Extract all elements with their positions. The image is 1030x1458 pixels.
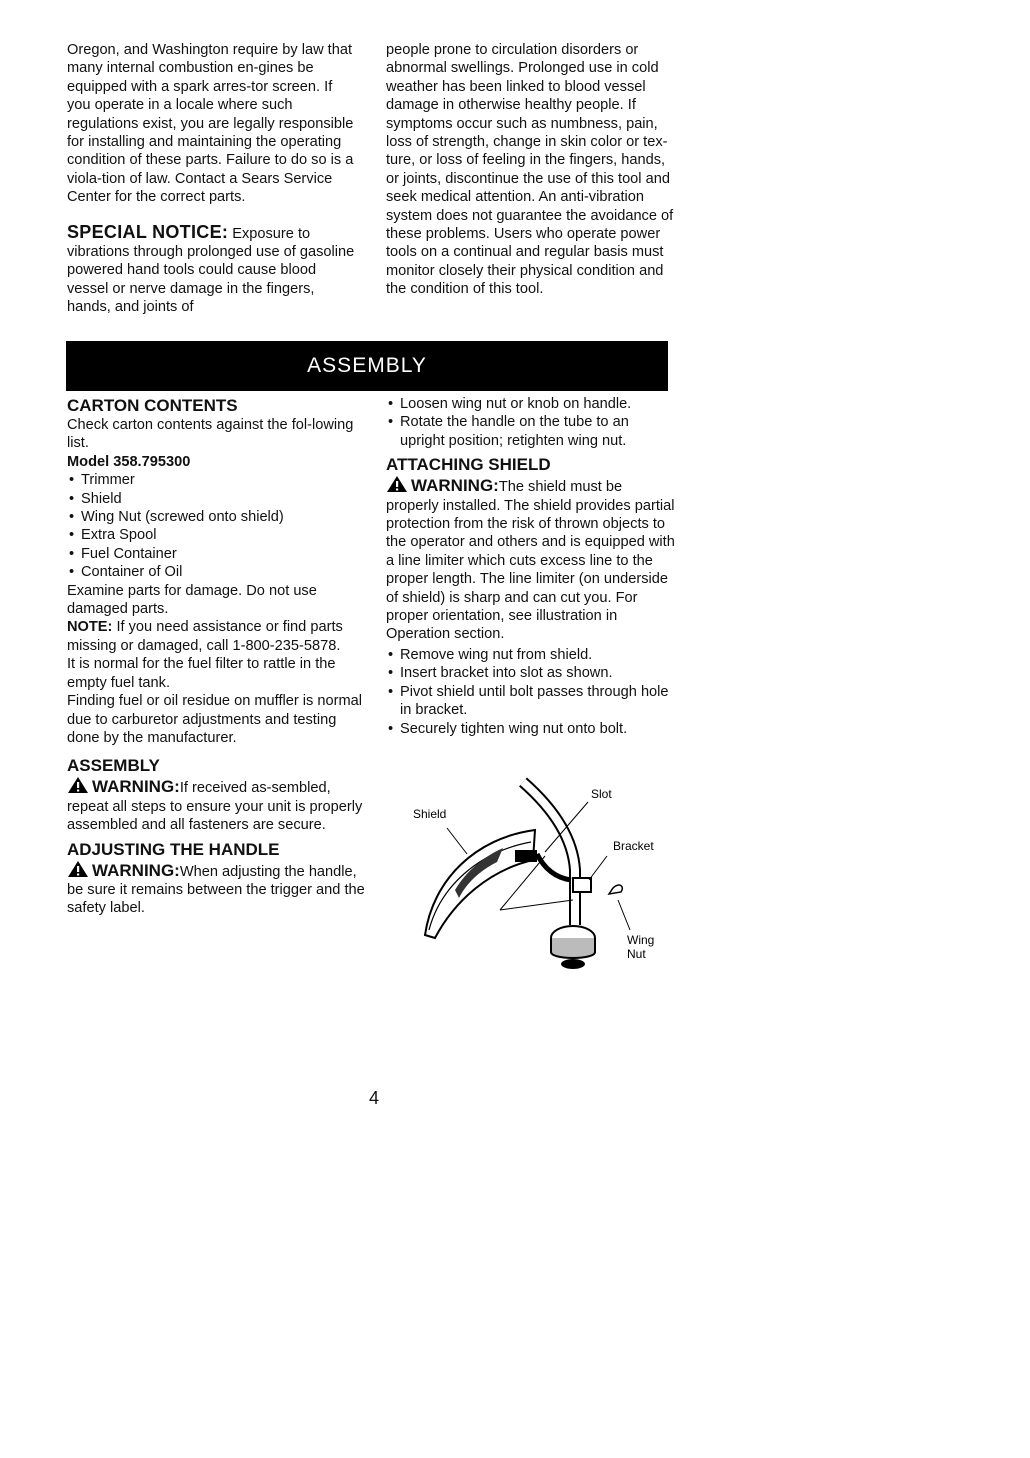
- model-number: Model 358.795300: [67, 453, 191, 470]
- warning-text: The shield must be properly installed. The shield provides partial protection from the risk of thrown objects to the operator and others and is equipped with a line limiter which cuts excess line to the proper length. The line limiter (on underside of shield) is sharp and can cut you. For proper orientation, see illustration in Operation section.: [386, 479, 675, 643]
- residue-text: Finding fuel or oil residue on muffler is normal due to carburetor adjustments and testing done by the manufacturer.: [67, 693, 362, 746]
- warning-icon: [67, 860, 89, 878]
- list-item: • Wing Nut (screwed onto shield): [67, 508, 367, 526]
- carton-items-list: [67, 471, 367, 581]
- list-item: • Container of Oil: [67, 563, 367, 581]
- handle-warning: [67, 860, 367, 918]
- vibration-paragraph: people prone to circulation disorders or abnormal swellings. Prolonged use in cold weather has been linked to blood vessel damage in otherwise healthy people. If symptoms occur such as numbness, pain, loss of strength, change in skin color or tex-ture, or loss of feeling in the fingers, hands, or joints, discontinue the use of this tool and seek medical attention. An anti-vibration system does not guarantee the avoidance of these problems. Users who operate power tools on a continual and regular basis must monitor closely their physical condition and the condition of this tool.: [386, 42, 674, 298]
- list-item: • Securely tighten wing nut onto bolt.: [386, 720, 676, 738]
- warning-label: WARNING:: [411, 476, 499, 496]
- list-item: • Fuel Container: [67, 545, 367, 563]
- shield-warning: [386, 475, 676, 644]
- list-item: • Extra Spool: [67, 526, 367, 544]
- assembly-warning: [67, 776, 367, 834]
- warning-label: WARNING:: [92, 860, 180, 880]
- adjusting-handle-heading: ADJUSTING THE HANDLE: [67, 839, 280, 859]
- left-bottom-column: [67, 395, 367, 918]
- list-item: • Insert bracket into slot as shown.: [386, 664, 676, 682]
- warning-icon: [67, 776, 89, 794]
- label-nut: Nut: [627, 947, 646, 961]
- page-number: 4: [369, 1088, 380, 1108]
- special-notice-label: SPECIAL NOTICE:: [67, 221, 229, 242]
- fuel-filter-text: It is normal for the fuel filter to rattle in the empty fuel tank.: [67, 656, 336, 691]
- note-text: If you need assistance or find parts missing or damaged, call 1-800-235-5878.: [67, 619, 343, 654]
- label-shield: Shield: [413, 807, 447, 821]
- special-notice-paragraph: [67, 223, 357, 317]
- note-paragraph: [67, 618, 367, 655]
- label-slot: Slot: [591, 787, 612, 801]
- list-item: • Remove wing nut from shield.: [386, 646, 676, 664]
- list-item: • Pivot shield until bolt passes through hole in bracket.: [386, 683, 676, 720]
- special-notice-text: Exposure to vibrations through prolonged use of gasoline powered hand tools could cause blood vessel or nerve damage in the fingers, hands, and joints of: [67, 225, 355, 316]
- assembly-heading: ASSEMBLY: [67, 756, 160, 776]
- carton-contents-heading: CARTON CONTENTS: [67, 396, 238, 415]
- shield-steps-list: [386, 646, 676, 738]
- note-label: NOTE:: [67, 619, 113, 636]
- spark-arrestor-paragraph: Oregon, and Washington require by law that many internal combustion en-gines be equipped with a spark arres-tor screen. If you operate in a locale where such regulations exist, you are legally responsible for installing and maintaining the operating condition of these parts. Failure to do so is a viola-tion of law. Contact a Sears Service Center for the correct parts.: [67, 42, 354, 206]
- list-item: • Loosen wing nut or knob on handle.: [386, 395, 676, 413]
- label-wing: Wing: [627, 933, 655, 947]
- attaching-shield-heading: ATTACHING SHIELD: [386, 455, 551, 475]
- list-item: • Trimmer: [67, 471, 367, 489]
- carton-check-text: Check carton contents against the fol-lowing list.: [67, 417, 354, 452]
- right-top-column: [386, 41, 676, 299]
- warning-label: WARNING:: [92, 777, 180, 797]
- list-item: • Rotate the handle on the tube to an upright position; retighten wing nut.: [386, 413, 676, 450]
- list-item: • Shield: [67, 490, 367, 508]
- warning-icon: [386, 475, 408, 493]
- handle-steps-list: [386, 395, 676, 450]
- label-bracket: Bracket: [613, 839, 654, 853]
- examine-parts-text: Examine parts for damage. Do not use damaged parts.: [67, 582, 317, 618]
- right-bottom-column: [386, 395, 676, 738]
- warning-text: When adjusting the handle, be sure it remains between the trigger and the safety label.: [67, 863, 365, 917]
- shield-attachment-illustration: [405, 770, 675, 980]
- left-top-column: [67, 41, 357, 317]
- warning-text: If received as-sembled, repeat all steps to ensure your unit is properly assembled and all fasteners are secure.: [67, 780, 363, 834]
- assembly-banner: ASSEMBLY: [66, 341, 668, 391]
